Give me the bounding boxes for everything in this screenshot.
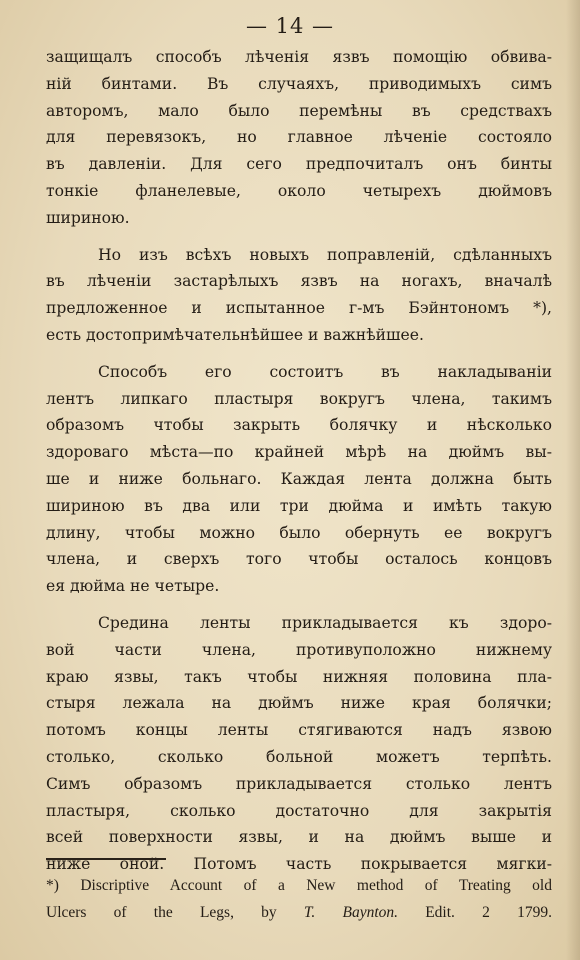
paragraph-1	[46, 44, 552, 232]
text-line: въ давленіи. Для сего предпочиталъ онъ бинты	[46, 155, 552, 174]
text-line: пластыря, сколько достаточно для закрытія	[46, 801, 552, 820]
text-line: авторомъ, мало было перемѣны въ средствахъ	[46, 101, 552, 120]
text-line: Средина ленты прикладывается къ здоро-	[98, 613, 552, 632]
text-line: есть достопримѣчательнѣйшее и важнѣйшее.	[46, 325, 424, 344]
footnote-line-1: *) Discriptive Account of a New method of Treating old	[46, 877, 552, 894]
text-line: стыря лежала на дюймъ ниже края болячки;	[46, 694, 552, 713]
text-line: ниже оной. Потомъ часть покрывается мягки-	[46, 855, 552, 874]
text-line: члена, и сверхъ того чтобы осталось концовъ	[46, 550, 552, 569]
footnote-line-2	[46, 899, 552, 926]
paragraph-2	[46, 242, 552, 349]
text-line: столько, сколько больной можетъ терпѣть.	[46, 747, 552, 766]
paragraph-4	[46, 610, 552, 878]
footnote-title-end: Ulcers of the Legs, by	[46, 904, 304, 921]
text-line: краю язвы, такъ чтобы нижняя половина пла-	[46, 667, 552, 686]
paragraph-gap	[46, 232, 552, 242]
text-line: шириною.	[46, 208, 130, 227]
text-line: шириною въ два или три дюйма и имѣть такую	[46, 496, 552, 515]
text-line: ше и ниже больнаго. Каждая лента должна быть	[46, 469, 552, 488]
text-line: Но изъ всѣхъ новыхъ поправленій, сдѣланныхъ	[98, 245, 552, 264]
text-line: ній бинтами. Въ случаяхъ, приводимыхъ симъ	[46, 74, 552, 93]
page-number: — 14 —	[245, 14, 335, 38]
text-line: длину, чтобы можно было обернуть ее вокругъ	[46, 523, 552, 542]
text-line: вой части члена, противуположно нижнему	[46, 640, 552, 659]
text-line: потомъ концы ленты стягиваются надъ язвою	[46, 721, 552, 740]
text-line: предложенное и испытанное г-мъ Бэйнтономъ *),	[46, 299, 552, 318]
text-line: тонкіе фланелевые, около четырехъ дюймовъ	[46, 181, 552, 200]
text-line: Симъ образомъ прикладывается столько лентъ	[46, 774, 552, 793]
text-line: Способъ его состоитъ въ накладываніи	[98, 362, 552, 381]
text-line: лентъ липкаго пластыря вокругъ члена, такимъ	[46, 389, 552, 408]
text-line: здороваго мѣста—по крайней мѣрѣ на дюймъ вы-	[46, 443, 552, 462]
footnote-rule	[46, 858, 166, 860]
page-edge-shadow	[566, 0, 580, 960]
paragraph-gap	[46, 600, 552, 610]
text-line: ея дюйма не четыре.	[46, 577, 220, 596]
paragraph-gap	[46, 349, 552, 359]
text-line: для перевязокъ, но главное лѣченіе состояло	[46, 128, 552, 147]
footnote	[46, 872, 552, 926]
paragraph-3	[46, 359, 552, 600]
footnote-edition: Edit. 2 1799.	[398, 904, 552, 921]
text-line: всей поверхности язвы, и на дюймъ выше и	[46, 828, 552, 847]
text-line: защищалъ способъ лѣченія язвъ помощію обвива-	[46, 48, 552, 66]
body-text	[46, 44, 552, 878]
footnote-author: T. Baynton.	[303, 904, 398, 921]
text-line: въ лѣченіи застарѣлыхъ язвъ на ногахъ, вначалѣ	[46, 272, 552, 291]
text-line: образомъ чтобы закрыть болячку и нѣсколько	[46, 416, 552, 435]
